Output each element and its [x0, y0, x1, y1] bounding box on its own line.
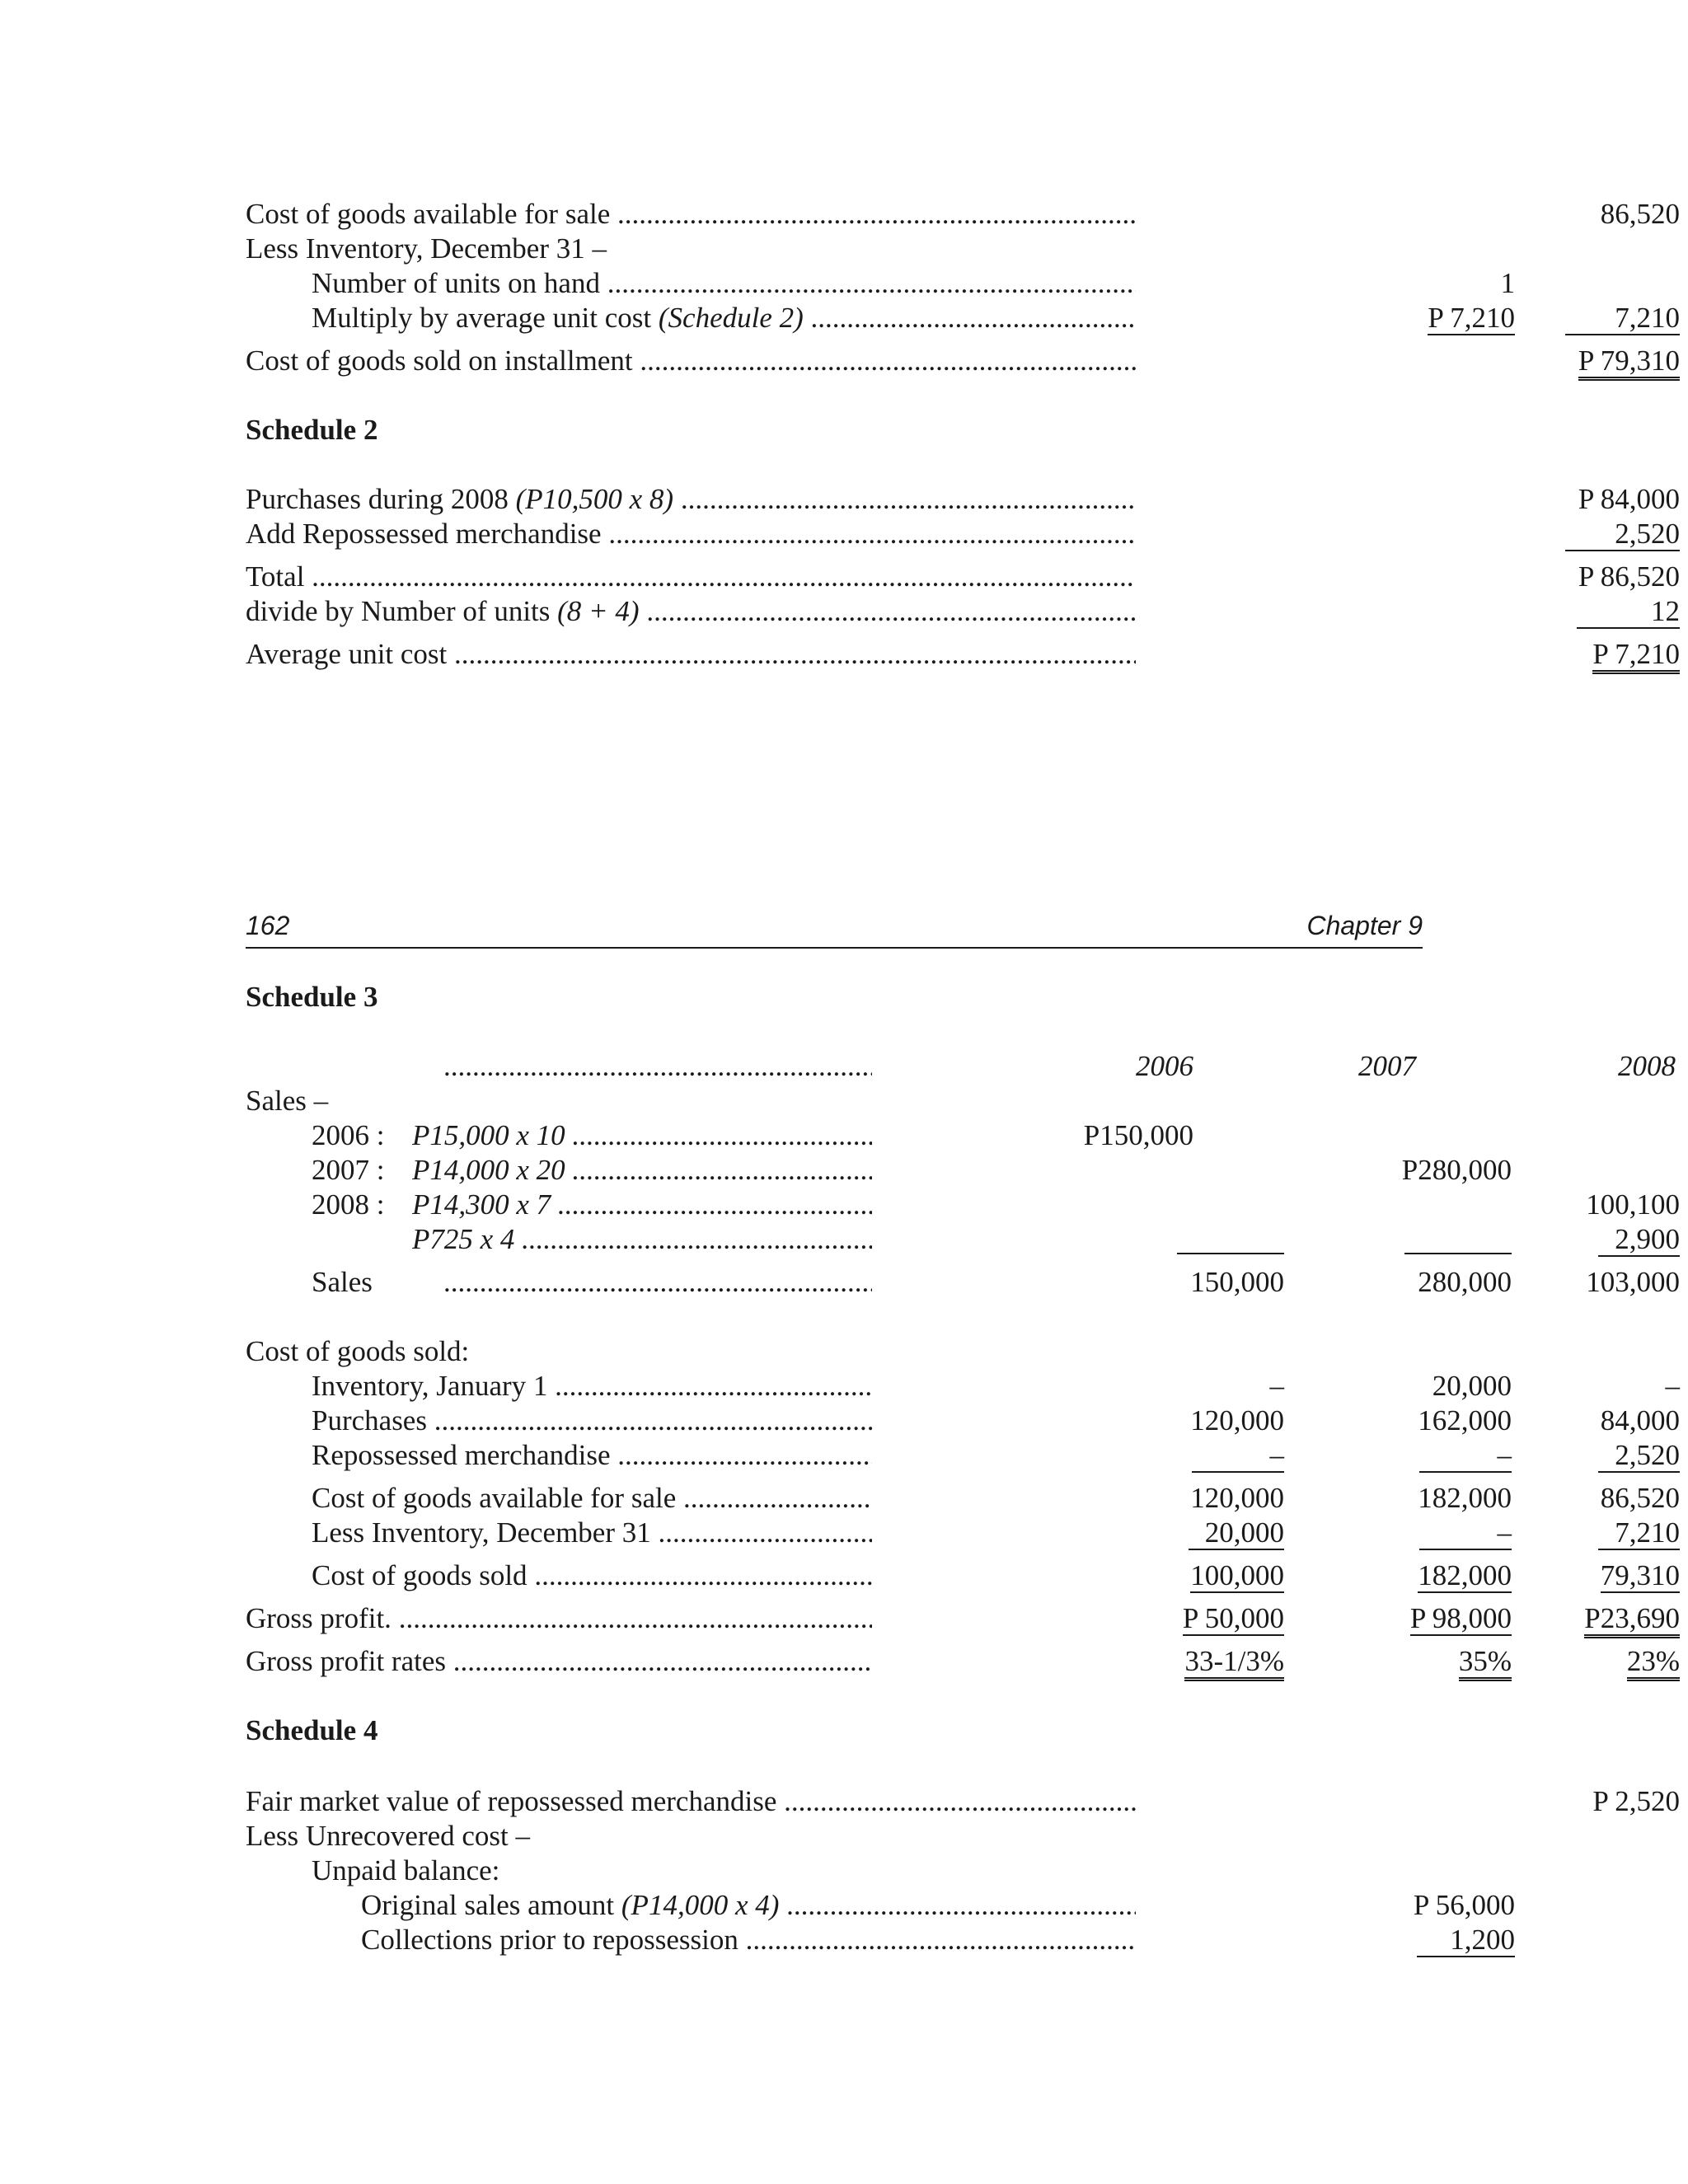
row-value: P 84,000 [1578, 483, 1680, 515]
row-label: Add Repossessed merchandise ..... [246, 516, 1136, 552]
value-2007: 35% [1193, 1643, 1512, 1681]
value-2006: P150,000 [1083, 1119, 1193, 1151]
row-label: Purchases ..... [312, 1403, 872, 1439]
page-number: 162 [246, 911, 290, 940]
row-value: P 2,520 [1592, 1785, 1680, 1817]
value-2008: 2,520 [1441, 1437, 1680, 1474]
value-2007: P 98,000 [1409, 1602, 1512, 1634]
row-label: Total ..... [246, 559, 1136, 595]
row-value: 7,210 [1317, 300, 1680, 336]
value-2006: 150,000 [1190, 1266, 1284, 1298]
value-2006: P 50,000 [1182, 1602, 1284, 1634]
schedule-3-title: Schedule 3 [246, 981, 378, 1013]
value-2007: – [1193, 1437, 1512, 1474]
value-2006: – [971, 1437, 1284, 1474]
row-value: P 7,210 [1428, 302, 1515, 334]
value-2006: 120,000 [1190, 1404, 1284, 1436]
row-year: 2007 : [312, 1154, 385, 1186]
value-2006: 33-1/3% [971, 1643, 1284, 1681]
value-2008: 2,900 [1441, 1221, 1680, 1258]
row-label: divide by Number of units (8 + 4) ..... [246, 593, 1136, 630]
row-label: Purchases during 2008 (P10,500 x 8) ..... [246, 481, 1136, 518]
row-label: Collections prior to repossession ..... [361, 1922, 1136, 1958]
row-formula: P14,300 x 7 ..... [412, 1187, 872, 1223]
row-formula: P15,000 x 10 ..... [412, 1118, 872, 1154]
value-2006: – [1269, 1370, 1284, 1402]
row-label: Original sales amount (P14,000 x 4) ..... [361, 1887, 1136, 1924]
value-2008: 84,000 [1600, 1404, 1680, 1436]
value-2006: 100,000 [1190, 1559, 1284, 1591]
value-2008: 79,310 [1600, 1559, 1680, 1591]
row-label: Unpaid balance: [312, 1854, 500, 1886]
year-2007-header: 2007 [1358, 1050, 1416, 1082]
row-label: Number of units on hand ..... [312, 265, 1136, 302]
value-2007: 182,000 [1418, 1482, 1512, 1514]
value-2007: – [1193, 1515, 1512, 1551]
row-label: Gross profit rates ..... [246, 1643, 872, 1680]
row-dots [443, 1264, 872, 1301]
row-label: Inventory, January 1 ..... [312, 1368, 872, 1404]
row-label: Repossessed merchandise ..... [312, 1437, 872, 1474]
row-label: Average unit cost ..... [246, 636, 1136, 673]
row-value: 86,520 [1600, 198, 1680, 230]
row-label: Less Inventory, December 31 ..... [312, 1515, 872, 1551]
row-formula: P725 x 4 ..... [412, 1221, 872, 1258]
value-2008: 103,000 [1586, 1266, 1680, 1298]
value-2007: 182,000 [1418, 1559, 1512, 1591]
row-year: 2006 : [312, 1119, 385, 1151]
row-label: Less Unrecovered cost – [246, 1820, 531, 1852]
row-value: P 86,520 [1578, 560, 1680, 593]
value-2007: 162,000 [1418, 1404, 1512, 1436]
chapter-label: Chapter 9 [1306, 911, 1423, 940]
row-label: Sales [312, 1266, 373, 1298]
row-label: Multiply by average unit cost (Schedule 2) ..... [312, 300, 1136, 336]
value-2007: 280,000 [1418, 1266, 1512, 1298]
row-value: 1 [1500, 267, 1515, 299]
row-label: Gross profit. ..... [246, 1601, 872, 1637]
value-2006: 20,000 [971, 1515, 1284, 1551]
value-2008: P23,690 [1441, 1601, 1680, 1638]
row-formula: P14,000 x 20 ..... [412, 1152, 872, 1188]
row-label: Sales – [246, 1085, 329, 1117]
value-2008: 86,520 [1600, 1482, 1680, 1514]
row-label: Cost of goods sold on installment ..... [246, 343, 1136, 379]
row-year: 2008 : [312, 1188, 385, 1221]
row-label: Cost of goods sold ..... [312, 1558, 872, 1594]
row-value: 1,200 [1152, 1922, 1515, 1958]
row-value: P 7,210 [1317, 636, 1680, 674]
row-value: 2,520 [1317, 516, 1680, 552]
row-label: Less Inventory, December 31 – [246, 232, 607, 265]
row-value: 12 [1317, 593, 1680, 630]
value-2007: 20,000 [1432, 1370, 1512, 1402]
schedule-2-title: Schedule 2 [246, 414, 378, 446]
year-2008-header: 2008 [1618, 1050, 1676, 1082]
value-2008: – [1665, 1370, 1680, 1402]
row-label [443, 1048, 872, 1085]
value-2007: P280,000 [1401, 1154, 1512, 1186]
year-2006-header: 2006 [1136, 1050, 1193, 1082]
row-value: P 79,310 [1317, 343, 1680, 381]
page-header [246, 911, 1423, 949]
row-label: Cost of goods sold: [246, 1335, 470, 1367]
row-value: P 56,000 [1413, 1889, 1515, 1921]
value-2006: 120,000 [1190, 1482, 1284, 1514]
value-2008: 23% [1441, 1643, 1680, 1681]
row-label: Cost of goods available for sale ..... [312, 1480, 872, 1516]
row-label: Cost of goods available for sale ..... [246, 196, 1136, 232]
value-2008: 100,100 [1586, 1188, 1680, 1221]
row-label: Fair market value of repossessed merchandise ..... [246, 1783, 1136, 1820]
value-2008: 7,210 [1441, 1515, 1680, 1551]
schedule-4-title: Schedule 4 [246, 1714, 378, 1746]
